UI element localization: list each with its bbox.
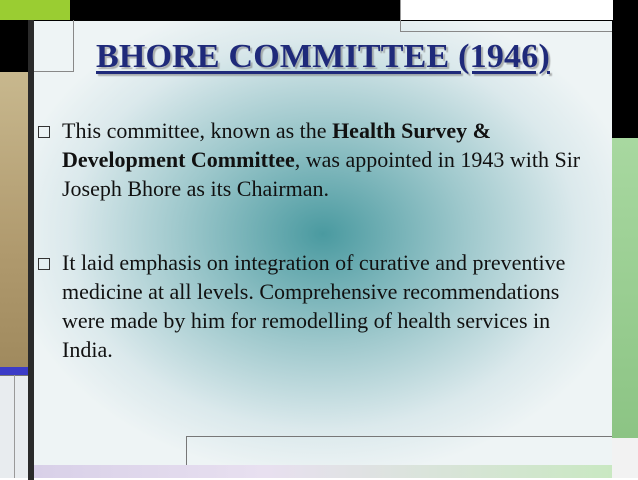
frame-block-green [612, 138, 638, 438]
frame-block-gradient [34, 465, 612, 478]
bullet-square-icon [38, 258, 50, 270]
frame-block-black [612, 20, 638, 138]
bullet-text: , was appointed in 1943 with Sir Joseph Bhore as its Chairman. [62, 147, 581, 201]
slide-title: BHORE COMMITTEE (1946) [96, 38, 550, 75]
frame-divider [14, 375, 15, 478]
bullet-bold-text: Health Survey & Development Committee [62, 118, 491, 172]
slide-panel [34, 20, 612, 465]
bullet-paragraph [62, 116, 597, 203]
frame-block-outline [400, 0, 638, 20]
frame-block-olive [0, 72, 28, 367]
bullet-paragraph [62, 248, 597, 364]
frame-outline [400, 20, 612, 32]
bullet-text: This committee, known as the [62, 118, 333, 143]
frame-block-black [613, 0, 638, 20]
bullet-square-icon [38, 126, 50, 138]
bullet-text: It laid emphasis on integration of curative and preventive medicine at all levels. Comprehensive recommendations were made by him for remodelling of health services in India. [62, 250, 566, 362]
frame-block-blue [0, 367, 28, 375]
frame-divider [28, 20, 34, 480]
frame-outline [186, 436, 612, 465]
frame-block-black [0, 20, 28, 72]
frame-block-light [612, 438, 638, 478]
frame-block-black [70, 0, 400, 20]
frame-block-green [0, 0, 70, 20]
